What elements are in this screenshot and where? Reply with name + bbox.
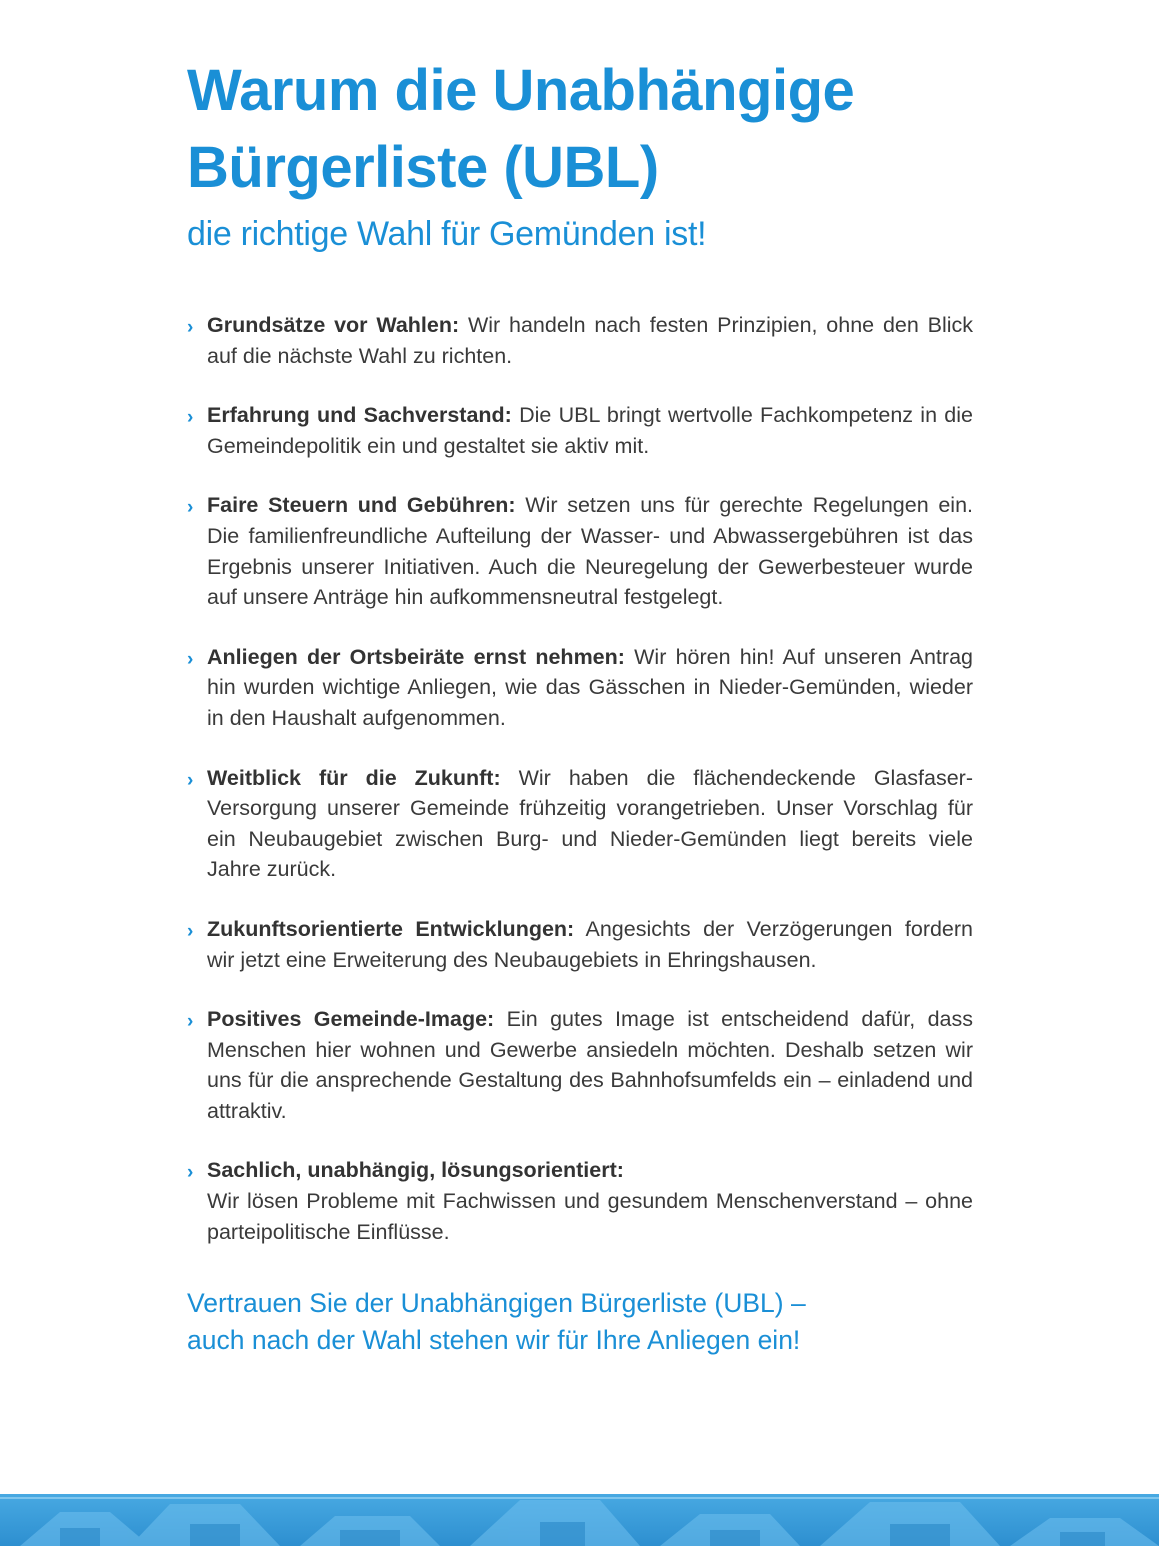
footer-town-photo-banner: [0, 1494, 1159, 1546]
list-item: [187, 1004, 973, 1126]
point-heading: Sachlich, unabhängig, lösungsorientiert:: [207, 1158, 624, 1183]
title-line-2: Bürgerliste (UBL): [187, 135, 659, 200]
point-text: Wir setzen uns für gerechte Regelungen ein. Die familienfreundliche Aufteilung der Wasser- und Abwassergebühren ist das Ergebnis unserer Initiativen. Auch die Neuregelung der Gewerbesteuer wurde auf unsere Anträge hin aufkommensneutral festgelegt.: [207, 493, 974, 610]
point-heading: Weitblick für die Zukunft:: [207, 765, 501, 790]
argument-list: [187, 310, 973, 1247]
chevron-right-icon: ›: [187, 648, 194, 670]
page-subtitle: die richtige Wahl für Gemünden ist!: [187, 215, 707, 253]
page-title: [187, 52, 973, 206]
list-item: [187, 914, 973, 975]
title-line-1: Warum die Unabhängige: [187, 58, 855, 123]
point-heading: Zukunftsorientierte Entwicklungen:: [207, 916, 575, 941]
point-heading: Positives Gemeinde-Image:: [207, 1007, 495, 1032]
chevron-right-icon: ›: [187, 407, 194, 429]
point-text: Wir handeln nach festen Prinzipien, ohne den Blick auf die nächste Wahl zu richten.: [207, 313, 974, 368]
closing-line-1: Vertrauen Sie der Unabhängigen Bürgerliste (UBL) –: [187, 1288, 806, 1319]
list-item: [187, 1155, 973, 1247]
chevron-right-icon: ›: [187, 497, 194, 519]
point-text: Wir hören hin! Auf unseren Antrag hin wurden wichtige Anliegen, wie das Gässchen in Nieder-Gemünden, wieder in den Haushalt aufgenommen.: [207, 644, 973, 730]
chevron-right-icon: ›: [187, 1162, 194, 1184]
point-heading: Faire Steuern und Gebühren:: [207, 493, 516, 518]
point-text: Angesichts der Verzögerungen fordern wir jetzt eine Erweiterung des Neubaugebiets in Ehringshausen.: [207, 916, 974, 972]
point-text: Wir lösen Probleme mit Fachwissen und gesundem Menschenverstand – ohne parteipolitische Einflüsse.: [207, 1189, 973, 1244]
point-heading: Grundsätze vor Wahlen:: [207, 313, 460, 337]
chevron-right-icon: ›: [187, 920, 194, 942]
list-item: [187, 763, 973, 885]
closing-line-2: auch nach der Wahl stehen wir für Ihre Anliegen ein!: [187, 1325, 801, 1356]
point-heading: Anliegen der Ortsbeiräte ernst nehmen:: [207, 644, 625, 669]
point-text: Wir haben die flächendeckende Glasfaser-Versorgung unserer Gemeinde frühzeitig vorangetrieben. Unser Vorschlag für ein Neubaugebiet zwischen Burg- und Nieder-Gemünden liegt bereits viele Jahre zurück.: [207, 765, 973, 882]
point-text: Ein gutes Image ist entscheidend dafür, dass Menschen hier wohnen und Gewerbe ansiedeln möchten. Deshalb setzen wir uns für die ansprechende Gestaltung des Bahnhofsumfelds ein – einladend und attraktiv.: [207, 1007, 973, 1123]
chevron-right-icon: ›: [187, 317, 194, 338]
list-item: [187, 642, 973, 734]
rooftops-illustration: [0, 1494, 1159, 1546]
point-text: Die UBL bringt wertvolle Fachkompetenz in die Gemeindepolitik ein und gestaltet sie aktiv mit.: [207, 403, 973, 458]
list-item: [187, 400, 973, 461]
chevron-right-icon: ›: [187, 769, 194, 791]
flyer-page: [187, 52, 973, 1359]
closing-statement: [187, 1285, 973, 1359]
chevron-right-icon: ›: [187, 1011, 194, 1033]
point-heading: Erfahrung und Sachverstand:: [207, 403, 512, 428]
list-item: [187, 310, 973, 371]
list-item: [187, 490, 973, 612]
